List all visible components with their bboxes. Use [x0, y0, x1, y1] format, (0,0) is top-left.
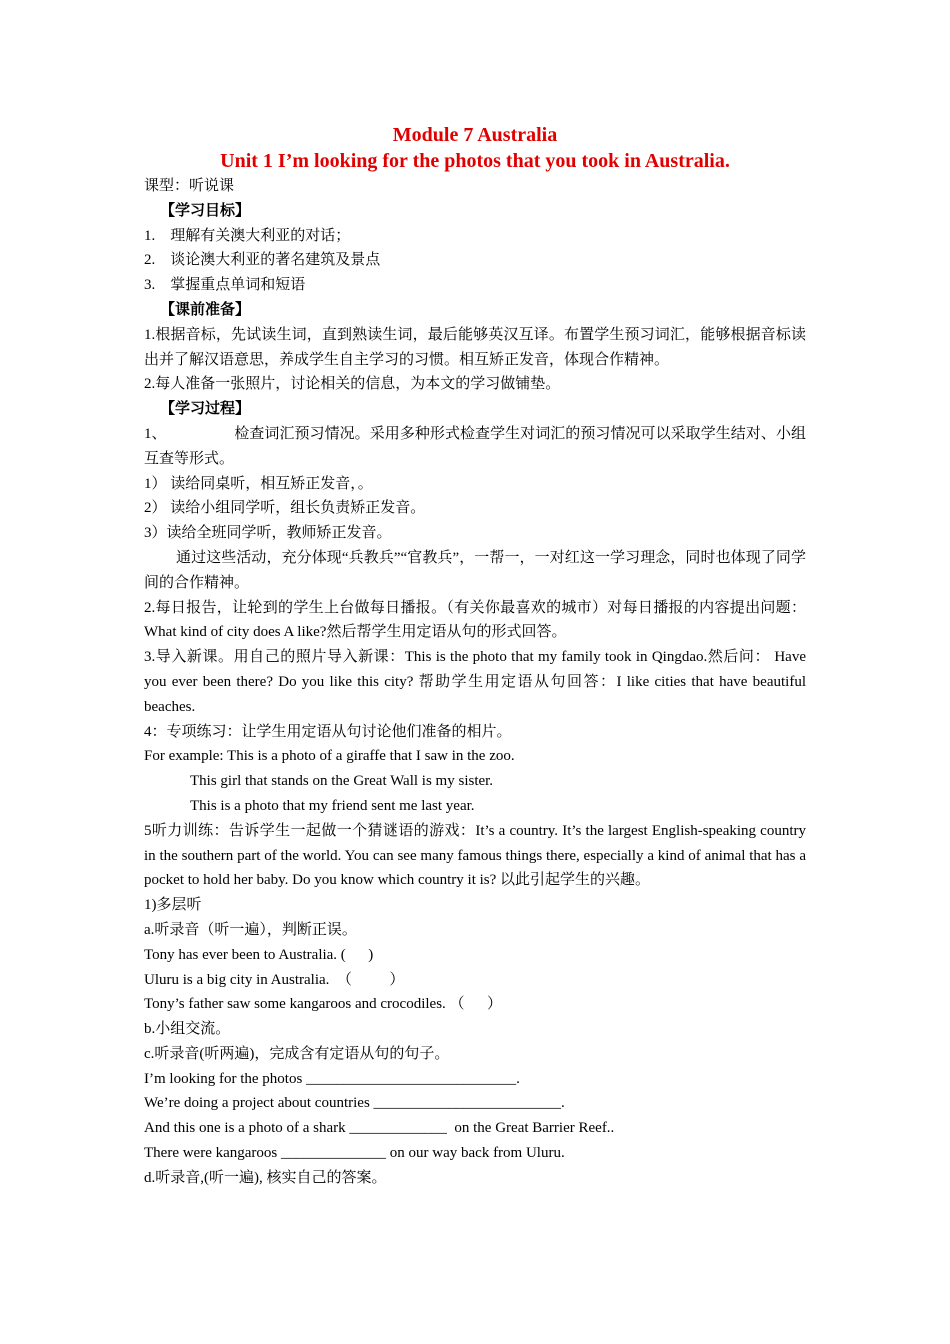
fill-blank-item: There were kangaroos ______________ on our way back from Uluru.	[144, 1145, 565, 1162]
process-paragraph: 3.导入新课。用自己的照片导入新课：This is the photo that my family took in Qingdao.然后问： Have you ever been there? Do you like this city? 帮助学生用定语从句回答：I like cities that have beautiful beaches.	[144, 649, 806, 715]
page-subtitle: Unit 1 I’m looking for the photos that you took in Australia.	[220, 150, 730, 172]
document-page	[144, 122, 806, 1191]
lesson-type: 课型：听说课	[144, 178, 235, 194]
process-paragraph: 4：专项练习：让学生用定语从句讨论他们准备的相片。	[144, 723, 512, 740]
step-label: c.听录音(听两遍)，完成含有定语从句的句子。	[144, 1045, 450, 1062]
example-line: This is a photo that my friend sent me last year.	[190, 797, 475, 814]
example-line: This girl that stands on the Great Wall is my sister.	[190, 773, 494, 790]
list-item: 3）读给全班同学听，教师矫正发音。	[144, 525, 392, 542]
prep-item: 2.每人准备一张照片，讨论相关的信息，为本文的学习做铺垫。	[144, 376, 561, 393]
goal-item: 1. 理解有关澳大利亚的对话；	[144, 227, 351, 244]
page-title: Module 7 Australia	[392, 124, 558, 146]
fill-blank-item: I’m looking for the photos ____________________________.	[144, 1070, 520, 1087]
true-false-item: Tony’s father saw some kangaroos and crocodiles. （ ）	[144, 996, 503, 1013]
list-item: 1） 读给同桌听，相互矫正发音，。	[144, 475, 373, 492]
step-label: b.小组交流。	[144, 1021, 231, 1038]
example-line: For example: This is a photo of a giraffe that I saw in the zoo.	[144, 748, 515, 765]
step-label: a.听录音（听一遍），判断正误。	[144, 921, 357, 938]
true-false-item: Uluru is a big city in Australia. （ ）	[144, 971, 405, 988]
prep-item: 1.根据音标，先试读生词，直到熟读生词，最后能够英汉互译。布置学生预习词汇，能够根据音标读出并了解汉语意思，养成学生自主学习的习惯。相互矫正发音，体现合作精神。	[144, 326, 806, 368]
process-heading: 【学习过程】	[160, 401, 251, 418]
process-paragraph: 5听力训练：告诉学生一起做一个猜谜语的游戏：It’s a country. It’s the largest English-speaking country in the southern part of the world. You can see many famous things there, especially a kind of animal that has a pocket to hold her baby. Do you know which country it is? 以此引起学生的兴趣。	[144, 822, 806, 889]
fill-blank-item: And this one is a photo of a shark _____________ on the Great Barrier Reef..	[144, 1120, 615, 1137]
goal-item: 2. 谈论澳大利亚的著名建筑及景点	[144, 252, 381, 269]
fill-blank-item: We’re doing a project about countries _________________________.	[144, 1095, 565, 1112]
process-note: 通过这些活动，充分体现“兵教兵”“官教兵”，一帮一，一对红这一学习理念，同时也体现了同学间的合作精神。	[144, 549, 806, 591]
true-false-item: Tony has ever been to Australia. ( )	[144, 946, 374, 963]
process-paragraph: 1、 检查词汇预习情况。采用多种形式检查学生对词汇的预习情况可以采取学生结对、小组互查等形式。	[144, 425, 806, 467]
goal-item: 3. 掌握重点单词和短语	[144, 277, 306, 294]
prep-heading: 【课前准备】	[160, 301, 251, 318]
goals-heading: 【学习目标】	[160, 202, 251, 219]
process-paragraph: 2.每日报告，让轮到的学生上台做每日播报。（有关你最喜欢的城市）对每日播报的内容提出问题：What kind of city does A like?然后帮学生用定语从句的形式回答。	[144, 599, 806, 641]
step-label: d.听录音,(听一遍), 核实自己的答案。	[144, 1169, 387, 1186]
list-item: 2） 读给小组同学听，组长负责矫正发音。	[144, 500, 426, 517]
step-label: 1)多层听	[144, 897, 202, 914]
